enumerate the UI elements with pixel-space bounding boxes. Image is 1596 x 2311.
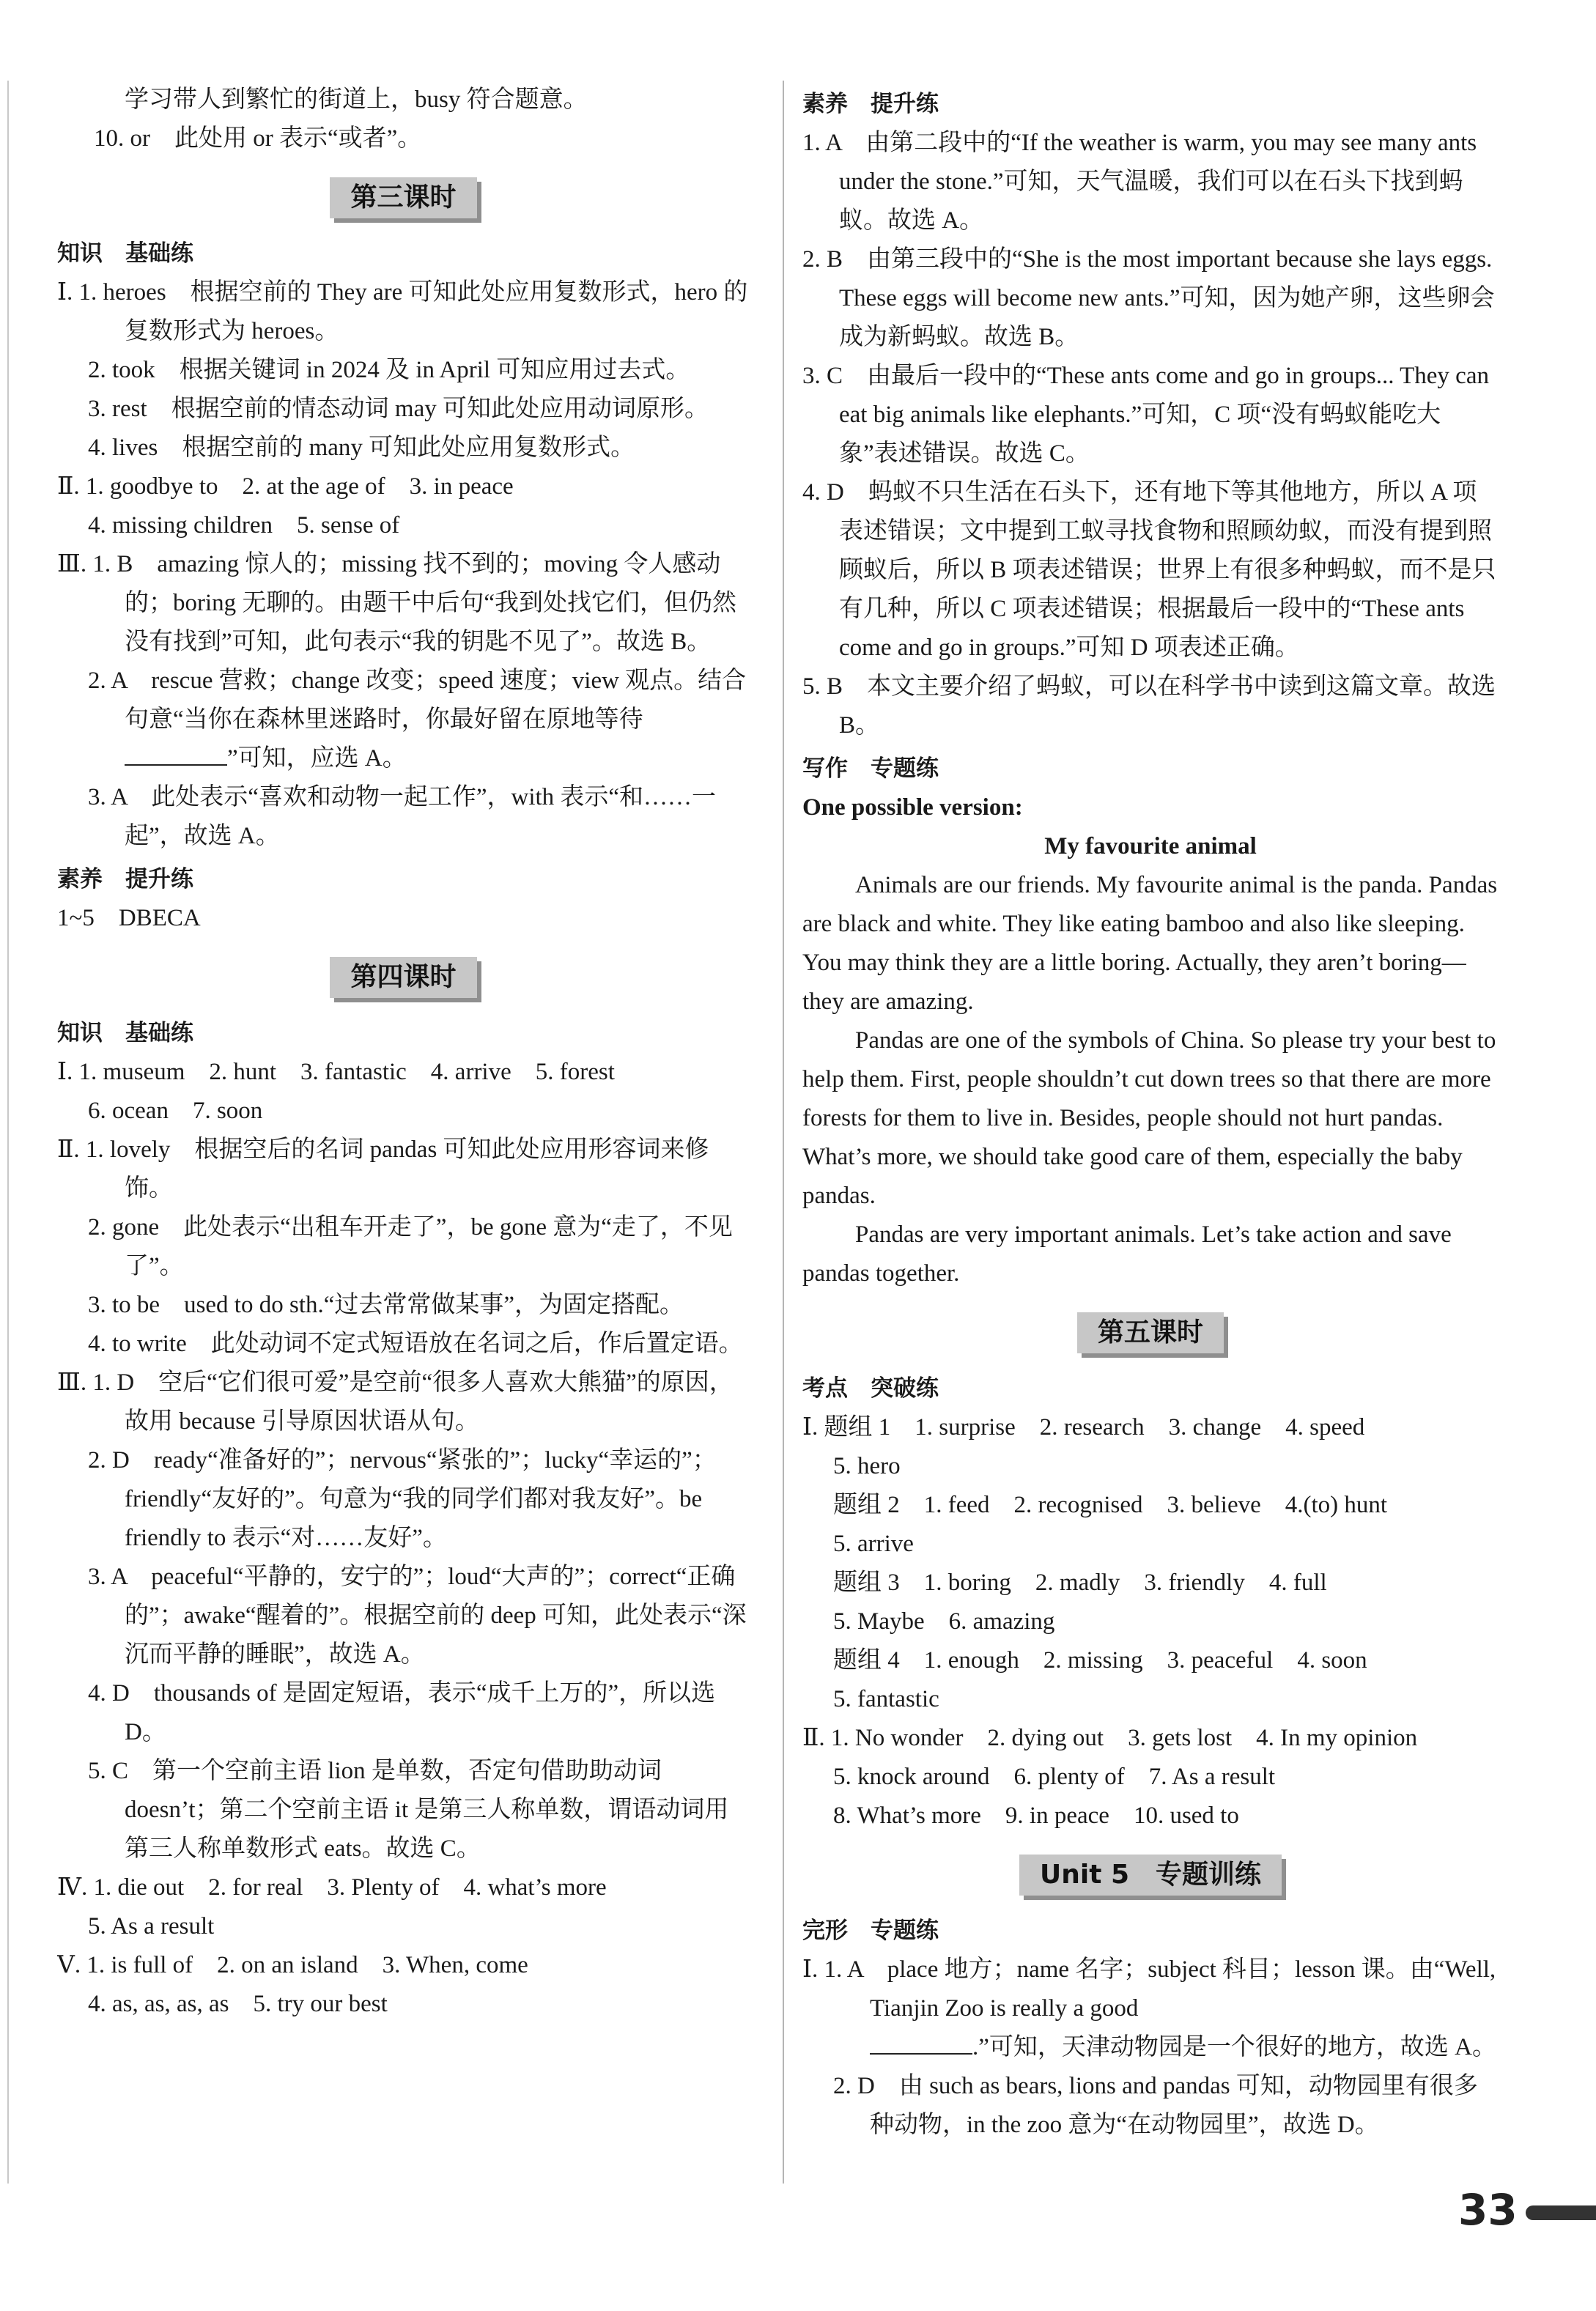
- answer-line-with-blank: [802, 2028, 1499, 2067]
- answer-item: 4. lives 根据空前的 many 可知此处应用复数形式。: [88, 435, 635, 461]
- answer-continuation: 学习带人到繁忙的街道上，busy 符合题意。: [125, 86, 588, 113]
- answer-item: 3. to be used to do sth.“过去常常做某事”，为固定搭配。: [88, 1292, 684, 1318]
- answer-item: 5. fantastic: [833, 1686, 939, 1712]
- left-margin-rule: [7, 81, 9, 2184]
- answer-item: Ⅲ. 1. B amazing 惊人的；missing 找不到的；moving 令人感动的；boring 无聊的。由题干中后句“我到处找它们，但仍然没有找到”可知，此句表示“我的钥匙不见了”。故选 B。: [57, 551, 737, 655]
- answer-item: 2. took 根据关键词 in 2024 及 in April 可知应用过去式。: [88, 357, 690, 383]
- answer-item: 4. as, as, as, as 5. try our best: [88, 1991, 388, 2017]
- answer-item: 6. ocean 7. soon: [88, 1098, 263, 1124]
- answer-item: 2. gone 此处表示“出租车开走了”，be gone 意为“走了，不见了”。: [88, 1214, 733, 1279]
- answer-item: Ⅱ. 1. lovely 根据空后的名词 pandas 可知此处应用形容词来修饰。: [57, 1136, 709, 1202]
- lesson-banner: [802, 1312, 1499, 1353]
- essay-paragraph: Animals are our friends. My favourite animal is the panda. Pandas are black and white. They like eating bamboo and also like sleeping. You may think they are a little boring. Actually, they aren’t boring—they are amazing.: [802, 872, 1498, 1015]
- answer-item: 3. C 由最后一段中的“These ants come and go in groups... They can eat big animals like elephants.”可知，C 项“没有蚂蚁能吃大象”表述错误。故选 C。: [802, 363, 1489, 467]
- essay-paragraph: Pandas are one of the symbols of China. So please try your best to help them. First, people shouldn’t cut down trees so that there are more forests for them to live in. Besides, people should not hurt pandas. What’s more, we should take good care of them, especially the baby pandas.: [802, 1027, 1496, 1209]
- answer-item: 5. B 本文主要介绍了蚂蚁，可以在科学书中读到这篇文章。故选 B。: [802, 673, 1496, 739]
- answer-item: 5. C 第一个空前主语 lion 是单数，否定句借助助动词 doesn’t；第二个空前主语 it 是第三人称单数，谓语动词用第三人称单数形式 eats。故选 C。: [88, 1758, 729, 1862]
- answer-item: Ⅰ. 1. museum 2. hunt 3. fantastic 4. arrive 5. forest: [57, 1059, 615, 1085]
- answer-item: 8. What’s more 9. in peace 10. used to: [833, 1802, 1239, 1829]
- lesson-banner-text: 第五课时: [1077, 1312, 1224, 1353]
- essay-intro: One possible version:: [802, 794, 1023, 821]
- answer-item: 5. arrive: [833, 1531, 914, 1557]
- essay-title: My favourite animal: [1044, 833, 1257, 859]
- lesson-banner: [57, 177, 750, 218]
- answer-item: 2. D ready“准备好的”；nervous“紧张的”；lucky“幸运的”；friendly“友好的”。句意为“我的同学们都对我友好”。be friendly to 表示“对……友好”。: [88, 1447, 717, 1551]
- fill-in-blank: [870, 2031, 972, 2055]
- answer-item: Ⅰ. 题组 1 1. surprise 2. research 3. change 4. speed: [802, 1414, 1365, 1441]
- right-column: [802, 81, 1499, 2145]
- lesson-banner: [57, 957, 750, 998]
- answer-item: 2. A rescue 营救；change 改变；speed 速度；view 观点。结合句意“当你在森林里迷路时，你最好留在原地等待: [88, 668, 747, 733]
- answer-item: 题组 3 1. boring 2. madly 3. friendly 4. full: [833, 1569, 1327, 1596]
- answer-item: Ⅱ. 1. goodbye to 2. at the age of 3. in peace: [57, 473, 514, 500]
- answer-item: 3. rest 根据空前的情态动词 may 可知此处应用动词原形。: [88, 396, 709, 422]
- answer-item: 4. D 蚂蚁不只生活在石头下，还有地下等其他地方，所以 A 项表述错误；文中提到工蚁寻找食物和照顾幼蚁，而没有提到照顾蚁后，所以 B 项表述错误；世界上有很多种蚂蚁，而不是只有几种，所以 C 项表述错误；根据最后一段中的“These ants come and go in groups.”可知 D 项表述正确。: [802, 479, 1496, 661]
- page-number-bar: [1526, 2205, 1596, 2220]
- essay-paragraph: Pandas are very important animals. Let’s take action and save pandas together.: [802, 1221, 1452, 1287]
- answer-item: 4. to write 此处动词不定式短语放在名词之后，作后置定语。: [88, 1331, 743, 1357]
- lesson-banner-text: Unit 5 专题训练: [1019, 1855, 1282, 1896]
- page-number: 33: [1458, 2185, 1518, 2235]
- answer-item: 4. missing children 5. sense of: [88, 512, 400, 539]
- column-divider: [783, 81, 784, 2184]
- answer-item: 5. Maybe 6. amazing: [833, 1608, 1055, 1635]
- answer-text: .”可知，天津动物园是一个很好的地方，故选 A。: [972, 2034, 1496, 2060]
- section-label: 知识 基础练: [57, 1020, 193, 1046]
- answer-item: 2. D 由 such as bears, lions and pandas 可知，动物园里有很多种动物，in the zoo 意为“在动物园里”，故选 D。: [833, 2073, 1478, 2138]
- answer-item: 3. A 此处表示“喜欢和动物一起工作”，with 表示“和……一起”，故选 A。: [88, 784, 717, 849]
- answer-text: ”可知，应选 A。: [227, 745, 407, 772]
- answer-item: Ⅰ. 1. A place 地方；name 名字；subject 科目；lesson 课。由“Well, Tianjin Zoo is really a good: [802, 1956, 1496, 2022]
- answer-item: Ⅱ. 1. No wonder 2. dying out 3. gets lost 4. In my opinion: [802, 1725, 1418, 1751]
- answer-item: 5. knock around 6. plenty of 7. As a result: [833, 1764, 1276, 1790]
- answer-item: 题组 4 1. enough 2. missing 3. peaceful 4. soon: [833, 1647, 1367, 1674]
- answer-item: Ⅴ. 1. is full of 2. on an island 3. When, come: [57, 1952, 528, 1978]
- answer-item: 5. hero: [833, 1453, 901, 1479]
- section-label: 知识 基础练: [57, 240, 193, 267]
- fill-in-blank: [125, 742, 227, 766]
- answer-item: 题组 2 1. feed 2. recognised 3. believe 4.(to) hunt: [833, 1492, 1388, 1518]
- section-label: 考点 突破练: [802, 1375, 939, 1402]
- section-label: 素养 提升练: [802, 91, 939, 117]
- lesson-banner-text: 第四课时: [330, 957, 476, 998]
- answer-item: Ⅰ. 1. heroes 根据空前的 They are 可知此处应用复数形式，hero 的复数形式为 heroes。: [57, 279, 748, 344]
- answer-line-with-blank: [57, 739, 750, 778]
- lesson-banner: [802, 1855, 1499, 1896]
- answer-item: 10. or 此处用 or 表示“或者”。: [94, 125, 422, 152]
- answer-line: 1~5 DBECA: [57, 905, 201, 931]
- answer-item: 5. As a result: [88, 1913, 215, 1940]
- section-label: 写作 专题练: [802, 755, 939, 782]
- answer-item: Ⅳ. 1. die out 2. for real 3. Plenty of 4. what’s more: [57, 1874, 607, 1901]
- answer-item: Ⅲ. 1. D 空后“它们很可爱”是空前“很多人喜欢大熊猫”的原因，故用 because 引导原因状语从句。: [57, 1369, 734, 1435]
- answer-item: 2. B 由第三段中的“She is the most important because she lays eggs. These eggs will become new ants.”可知，因为她产卵，这些卵会成为新蚂蚁。故选 B。: [802, 246, 1495, 350]
- answer-item: 4. D thousands of 是固定短语，表示“成千上万的”，所以选 D。: [88, 1680, 716, 1745]
- section-label: 完形 专题练: [802, 1918, 939, 1944]
- answer-item: 3. A peaceful“平静的，安宁的”；loud“大声的”；correct“正确的”；awake“醒着的”。根据空前的 deep 可知，此处表示“深沉而平静的睡眠”，故选 A。: [88, 1564, 747, 1668]
- section-label: 素养 提升练: [57, 866, 193, 892]
- left-column: [57, 81, 750, 2024]
- lesson-banner-text: 第三课时: [330, 177, 476, 218]
- answer-item: 1. A 由第二段中的“If the weather is warm, you may see many ants under the stone.”可知，天气温暖，我们可以在石头下找到蚂蚁。故选 A。: [802, 130, 1477, 234]
